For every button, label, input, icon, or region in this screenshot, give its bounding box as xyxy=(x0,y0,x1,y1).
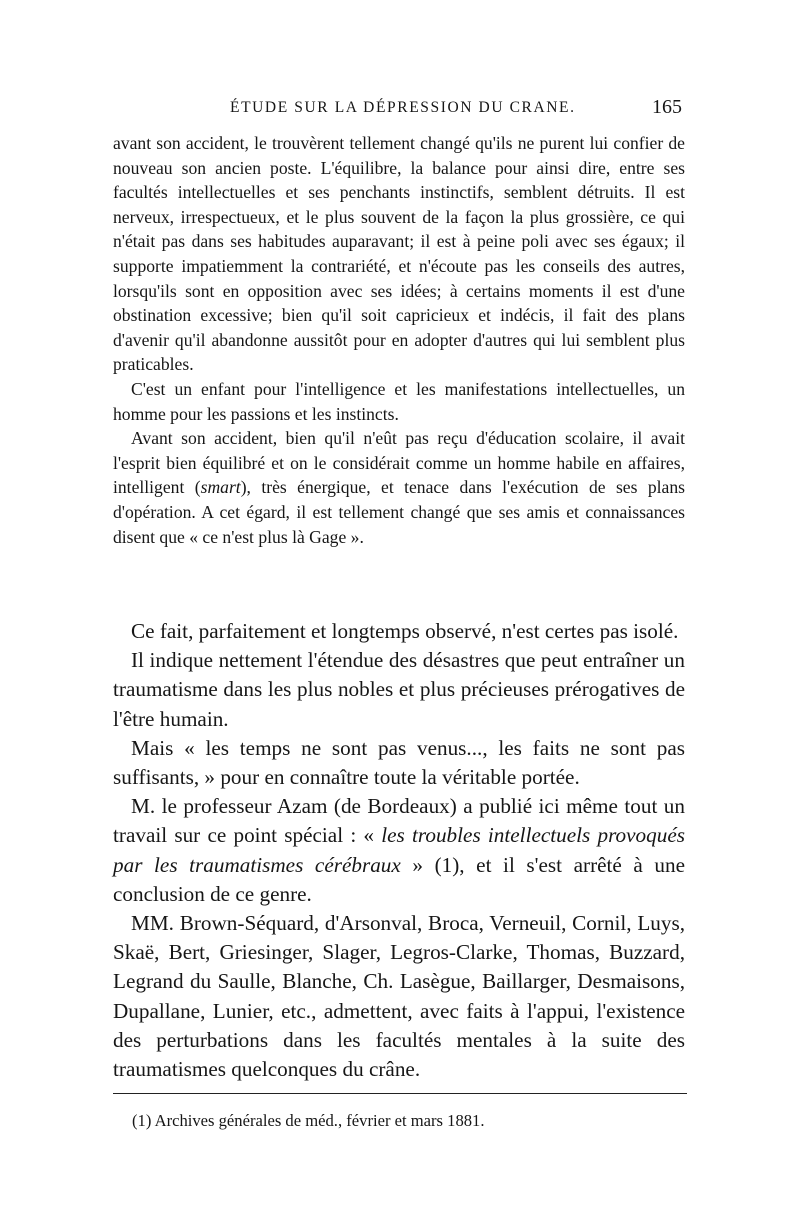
body-paragraph: C'est un enfant pour l'intelligence et les manifestations intellectuelles, un homme pour les passions et les instincts. xyxy=(113,378,685,424)
paragraph-text: ), très énergique, et tenace dans l'exécution de ses plans d'opération. A cet égard, il est tellement changé que ses amis et connaissances disent que « ce n'est plus là Gage ». xyxy=(113,477,685,547)
body-paragraph xyxy=(113,792,685,909)
running-head-title: ÉTUDE SUR LA DÉPRESSION DU CRANE. xyxy=(230,99,576,116)
body-paragraph: Mais « les temps ne sont pas venus..., les faits ne sont pas suffisants, » pour en connaître toute la véritable portée. xyxy=(113,735,685,790)
body-paragraph: avant son accident, le trouvèrent tellement changé qu'ils ne purent lui confier de nouveau son ancien poste. L'équilibre, la balance pour ainsi dire, entre ses facultés intellectuelles et ses penchants instinctifs, semblent détruits. Il est nerveux, irrespectueux, et le plus souvent de la façon la plus grossière, ce qui n'était pas dans ses habitudes auparavant; il est à peine poli avec ses égaux; il supporte impatiemment la contrariété, et n'écoute pas les conseils des autres, lorsqu'ils sont en opposition avec ses idées; à certains moments il est d'une obstination excessive; bien qu'il soit capricieux et indécis, il fait des plans d'avenir qu'il abandonne aussitôt pour en adopter d'autres qui lui semblent plus praticables. xyxy=(113,133,685,375)
page-number: 165 xyxy=(652,96,682,118)
paragraph-text: M. le professeur Azam (de Bordeaux) a publié ici même tout un travail sur ce point spécial : « xyxy=(113,794,685,848)
footnote-divider xyxy=(113,1093,687,1094)
main-text xyxy=(113,617,685,1084)
running-head xyxy=(112,96,684,126)
footnote: (1) Archives générales de méd., février et mars 1881. xyxy=(132,1111,485,1130)
paragraph-text: Avant son accident, bien qu'il n'eût pas reçu d'éducation scolaire, il avait l'esprit bien équilibré et on le considérait comme un homme habile en affaires, intelligent ( xyxy=(113,428,685,498)
case-report-text xyxy=(113,131,685,549)
body-paragraph xyxy=(113,426,685,549)
body-paragraph: Ce fait, parfaitement et longtemps observé, n'est certes pas isolé. xyxy=(131,619,679,643)
paragraph-text: » (1), et il s'est arrêté à une conclusion de ce genre. xyxy=(113,852,685,906)
body-paragraph: MM. Brown-Séquard, d'Arsonval, Broca, Verneuil, Cornil, Luys, Skaë, Bert, Griesinger, Slager, Legros-Clarke, Thomas, Buzzard, Legrand du Saulle, Blanche, Ch. Lasègue, Baillarger, Desmaisons, Dupallane, Lunier, etc., admettent, avec faits à l'appui, l'existence des perturbations dans les facultés mentales à la suite des traumatismes quelconques du crâne. xyxy=(113,911,685,1082)
emphasis-text: smart xyxy=(200,477,241,498)
cited-title: les troubles intellectuels provoqués par les traumatismes cérébraux xyxy=(113,823,685,877)
body-paragraph: Il indique nettement l'étendue des désastres que peut entraîner un traumatisme dans les plus nobles et plus précieuses prérogatives de l'être humain. xyxy=(113,648,685,731)
